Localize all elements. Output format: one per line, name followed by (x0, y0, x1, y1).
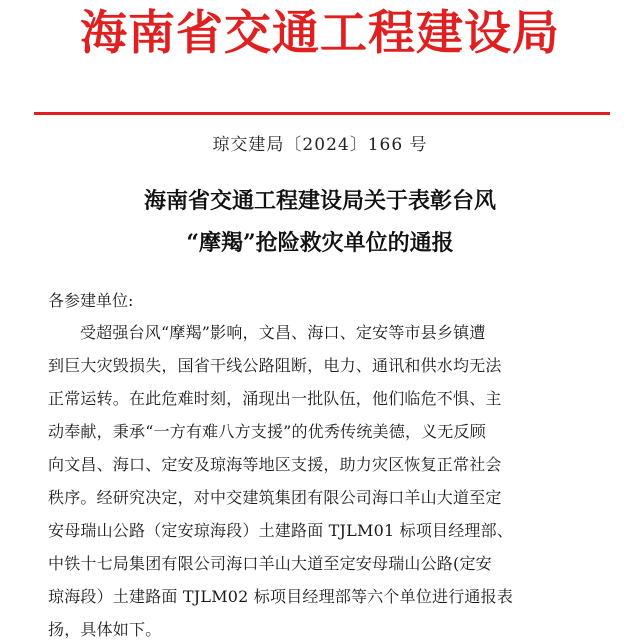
body-line: 秩序。经研究决定，对中交建筑集团有限公司海口羊山大道至定 (48, 488, 502, 507)
body-line: 动奉献，秉承“一方有难八方支援”的优秀传统美德，义无反顾 (48, 422, 486, 441)
body-line: 受超强台风“摩羯”影响，文昌、海口、定安等市县乡镇遭 (80, 323, 486, 342)
body-line: 向文昌、海口、定安及琼海等地区支援，助力灾区恢复正常社会 (48, 455, 502, 474)
body-line: 中铁十七局集团有限公司海口羊山大道至定安母瑞山公路(定安 (48, 554, 492, 573)
body-line: 琼海段）土建路面 TJLM02 标项目经理部等六个单位进行通报表 (48, 587, 514, 606)
document-number: 琼交建局〔2024〕166 号 (212, 135, 428, 155)
salutation: 各参建单位: (48, 291, 134, 310)
letterhead-org-name: 海南省交通工程建设局 (80, 6, 560, 61)
body-line: 扬，具体如下。 (48, 620, 162, 639)
body-line: 安母瑞山公路（定安琼海段）土建路面 TJLM01 标项目经理部、 (48, 521, 514, 540)
letterhead-red-rule (34, 112, 610, 115)
body-line: 到巨大灾毁损失，国省干线公路阻断，电力、通讯和供水均无法 (48, 356, 502, 375)
document-title-line-2: “摩羯”抢险救灾单位的通报 (186, 230, 454, 256)
document-title-line-1: 海南省交通工程建设局关于表彰台风 (143, 188, 496, 214)
body-line: 正常运转。在此危难时刻，涌现出一批队伍，他们临危不惧、主 (48, 389, 502, 408)
